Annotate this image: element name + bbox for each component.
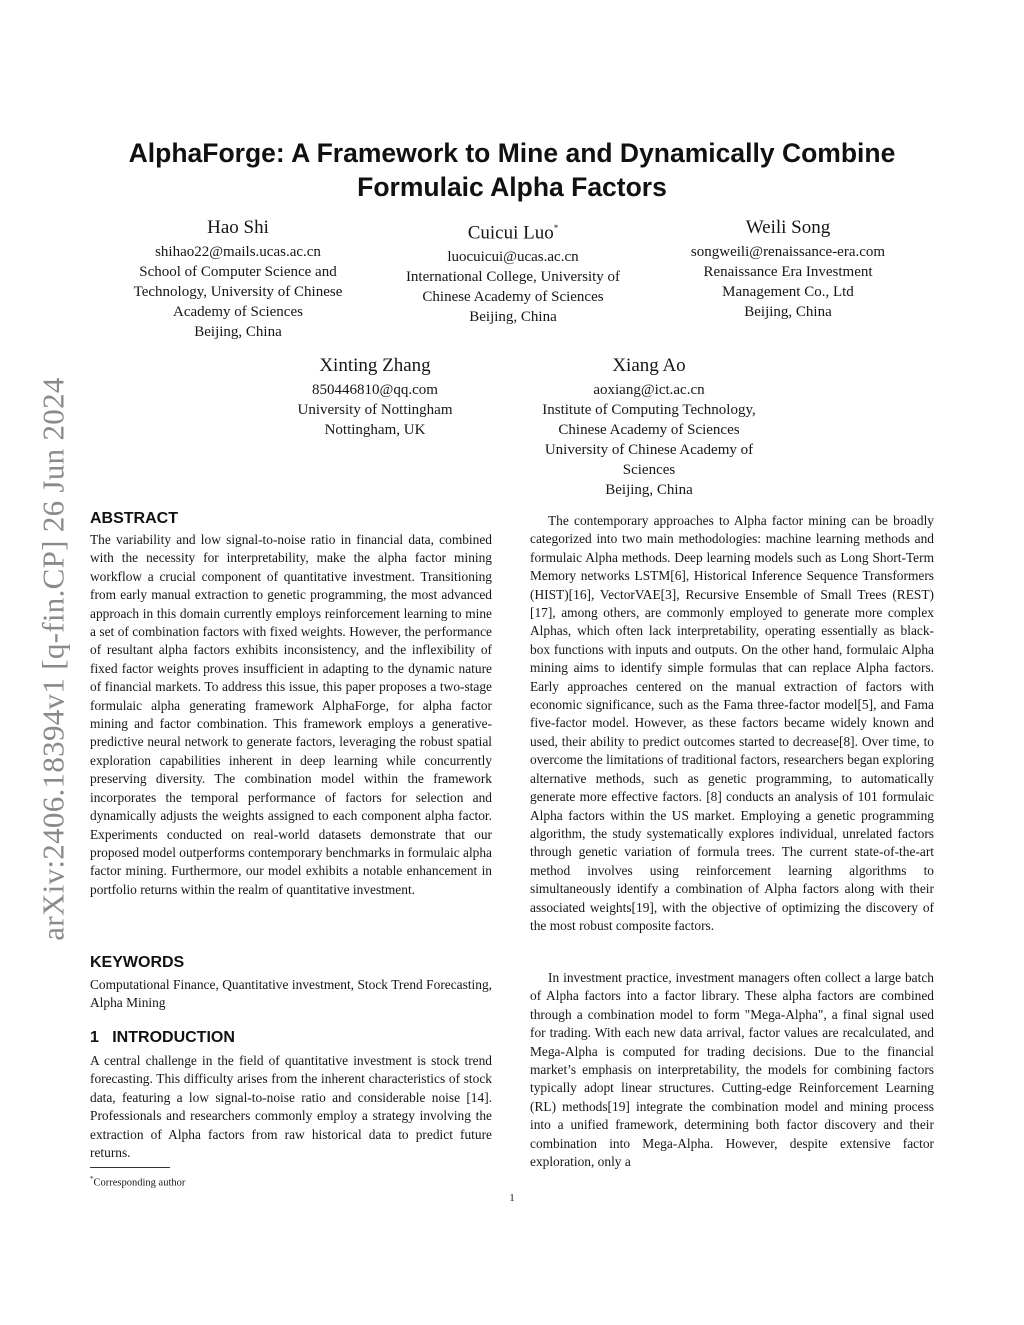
author-affiliation-line: Academy of Sciences bbox=[173, 304, 303, 320]
author-affiliation-line: Management Co., Ltd bbox=[722, 284, 854, 300]
paper-title bbox=[90, 136, 934, 204]
author-name bbox=[378, 216, 648, 245]
author-block bbox=[378, 216, 648, 327]
author-affiliation-line: Sciences bbox=[622, 462, 676, 478]
author-block bbox=[660, 216, 916, 322]
author-email: luocuicui@ucas.ac.cn bbox=[447, 249, 579, 266]
author-name-text: Cuicui Luo bbox=[467, 222, 554, 244]
author-affiliation-line: Institute of Computing Technology, bbox=[542, 402, 756, 418]
abstract-text: The variability and low signal-to-noise ratio in financial data, combined with the necessity for interpretability, make the alpha factor mining workflow a crucial component of quantitative investment. Transitioning from early manual extraction to genetic programming, the most advanced approach in this domain currently employs reinforcement learning to mine a set of combination factors with fixed weights. However, the performance of resultant alpha factors exhibits inconsistency, and the inflexibility of fixed factor weights proves insufficient in adapting to the dynamic nature of financial markets. To address this issue, this paper proposes a two-stage formulaic alpha generating framework AlphaForge, for alpha factor mining and factor combination. This framework employs a generative-predictive neural network to generate factors, leveraging the robust spatial exploration capabilities inherent in deep learning while concurrently preserving diversity. The combination model within the framework incorporates the temporal performance of factors for selection and dynamically adjusts the weights assigned to each component alpha factor. Experiments conducted on real-world datasets demonstrate that our proposed model outperforms contemporary benchmarks in formulaic alpha factor mining. Furthermore, our model exhibits a notable enhancement in portfolio returns within the realm of quantitative investment. bbox=[90, 532, 492, 897]
author-block bbox=[110, 216, 366, 342]
body-paragraph: In investment practice, investment managers often collect a large batch of Alpha factors into a factor library. These alpha factors are combined through a combination model to form "Mega-Alpha", a final signal used for trading. With each new data arrival, factor values are recalculated, and Mega-Alpha is computed for trading decisions. Due to the financial market’s emphasis on interpretability, the models for combining factors typically adopt linear structures. Cutting-edge Reinforcement Learning (RL) methods[19] integrate the combination model and mining process into a unified framework, determining both factor discovery and their combination into Mega-Alpha. However, despite extensive factor exploration, only a bbox=[530, 970, 934, 1170]
author-affiliation-line: Nottingham, UK bbox=[324, 422, 426, 438]
author-block bbox=[260, 354, 490, 440]
author-name: Xinting Zhang bbox=[319, 355, 431, 376]
abstract-heading: ABSTRACT bbox=[90, 510, 178, 527]
footnote-text: Corresponding author bbox=[93, 1177, 186, 1189]
keywords-text: Computational Finance, Quantitative investment, Stock Trend Forecasting, Alpha Mining bbox=[90, 977, 492, 1011]
author-email: 850446810@qq.com bbox=[312, 382, 438, 398]
author-name: Weili Song bbox=[745, 217, 831, 238]
footnote-rule bbox=[90, 1167, 170, 1168]
author-name: Hao Shi bbox=[207, 217, 269, 238]
author-affiliation-line: University of Chinese Academy of bbox=[544, 442, 754, 458]
author-affiliation-line: Technology, University of Chinese bbox=[133, 284, 343, 300]
author-block bbox=[516, 354, 782, 500]
author-email: songweili@renaissance-era.com bbox=[690, 244, 886, 260]
footnote bbox=[90, 1172, 185, 1191]
title-line-1: AlphaForge: A Framework to Mine and Dynamically Combine bbox=[128, 138, 896, 168]
author-affiliation-line: Beijing, China bbox=[194, 324, 282, 340]
author-affiliation-line: Chinese Academy of Sciences bbox=[422, 289, 604, 306]
page-number: 1 bbox=[509, 1192, 515, 1204]
author-name: Xiang Ao bbox=[612, 355, 686, 376]
introduction-heading: 1 INTRODUCTION bbox=[90, 1029, 235, 1046]
author-affiliation-line: School of Computer Science and bbox=[139, 264, 337, 280]
author-email: shihao22@mails.ucas.ac.cn bbox=[155, 244, 321, 260]
keywords-heading: KEYWORDS bbox=[90, 954, 185, 971]
body-paragraph: The contemporary approaches to Alpha factor mining can be broadly categorized into two main methodologies: machine learning methods and formulaic Alpha methods. Deep learning models such as Long Short-Term Memory networks LSTM[6], Historical Inference Sequence Transformers (HIST)[16], VectorVAE[3], Recursive Ensemble of Small Trees (REST)[17], among others, are commonly employed to generate more complex Alphas, which often lack interpretability, operating essentially as black-box functions with inputs and outputs. On the other hand, formulaic Alpha mining aims to identify simple formulas that can replace Alpha factors. Early approaches centered on the manual extraction of factors with economic significance, such as the Fama three-factor model[5], and Fama five-factor model. However, as these factors became widely known and used, their ability to predict outcomes started to decrease[8]. Over time, to overcome the limitations of traditional factors, researchers began exploring alternative methods, such as genetic programming, to automatically generate more effective factors. [8] conducts an analysis of 101 formulaic Alpha factors within the US market. Employing a genetic programming algorithm, the study systematically explores individual, unrelated factors through genetic variation of formula trees. The current state-of-the-art method involves using reinforcement learning algorithms to simultaneously identify a combination of Alpha factors along with their associated weights[19], with the objective of optimizing the discovery of the most robust composite factors. bbox=[530, 513, 934, 933]
arxiv-stamp bbox=[28, 348, 80, 970]
introduction-paragraph: A central challenge in the field of quantitative investment is stock trend forecasting. This difficulty arises from the inherent characteristics of stock data, featuring a low signal-to-noise ratio and considerable noise [14]. Professionals and researchers commonly employ a strategy involving the extraction of Alpha factors from raw historical data to predict future returns. bbox=[90, 1053, 492, 1161]
author-email: aoxiang@ict.ac.cn bbox=[593, 382, 705, 398]
author-affiliation-line: Beijing, China bbox=[605, 482, 693, 498]
author-affiliation-line: Beijing, China bbox=[744, 304, 832, 320]
footnote-mark: * bbox=[90, 1175, 94, 1183]
author-affiliation-line: Renaissance Era Investment bbox=[703, 264, 873, 280]
corresponding-mark: * bbox=[553, 223, 559, 233]
arxiv-stamp-text: arXiv:2406.18394v1 [q-fin.CP] 26 Jun 2024 bbox=[36, 377, 72, 941]
author-affiliation-line: International College, University of bbox=[405, 269, 621, 286]
author-affiliation-line: Beijing, China bbox=[469, 309, 557, 326]
title-line-2: Formulaic Alpha Factors bbox=[357, 172, 667, 202]
author-affiliation-line: University of Nottingham bbox=[297, 402, 453, 418]
author-affiliation-line: Chinese Academy of Sciences bbox=[558, 422, 740, 438]
